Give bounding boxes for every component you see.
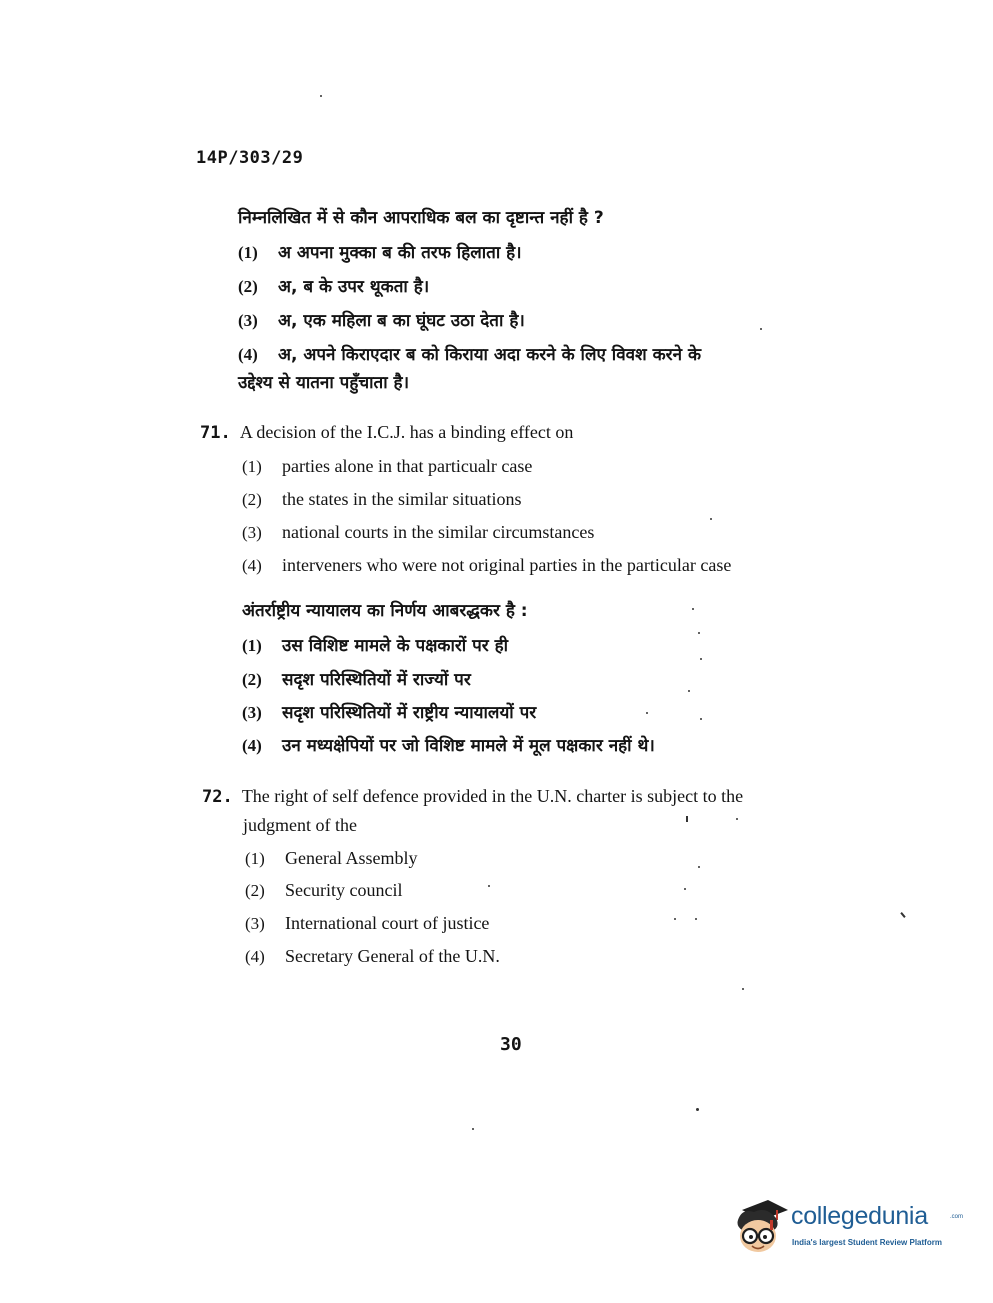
q72-number: 72. <box>202 787 233 807</box>
q70-hindi-option-4-continued: उद्देश्य से यातना पहुँचाता है। <box>238 373 410 393</box>
paper-code: 14P/303/29 <box>196 148 304 168</box>
scan-speck <box>684 888 686 890</box>
scan-speck <box>320 95 322 97</box>
scan-speck <box>488 885 490 887</box>
scan-speck <box>674 918 676 920</box>
logo-tagline: India's largest Student Review Platform <box>792 1238 942 1247</box>
scan-speck <box>646 712 648 714</box>
q72-option-2 <box>245 880 402 901</box>
option-number: (1) <box>238 243 258 262</box>
q71-hindi-option-1 <box>242 633 508 656</box>
q71-question: A decision of the I.C.J. has a binding effect on <box>239 422 574 442</box>
option-number: (2) <box>245 881 265 900</box>
q71-option-3 <box>242 522 594 543</box>
q71-hindi-option-2 <box>242 667 471 690</box>
q72-question: The right of self defence provided in the U.N. charter is subject to the <box>241 786 744 806</box>
q72-question-line-1 <box>202 786 743 807</box>
option-number: (1) <box>242 457 262 476</box>
scan-speck <box>742 988 744 990</box>
q71-hindi-option-3 <box>242 700 536 723</box>
option-number: (2) <box>238 277 258 296</box>
option-number: (2) <box>242 490 262 509</box>
scan-speck <box>760 328 762 330</box>
option-number: (1) <box>245 849 265 868</box>
option-text: सदृश परिस्थितियों में राज्यों पर <box>282 670 471 690</box>
option-text: parties alone in that particualr case <box>282 456 533 476</box>
scan-speck <box>692 608 694 610</box>
scan-speck <box>698 866 700 868</box>
q71-hindi-question: अंतर्राष्ट्रीय न्यायालय का निर्णय आबरद्धकर है : <box>242 601 528 621</box>
scan-speck <box>900 912 905 918</box>
scan-speck <box>736 818 738 820</box>
scan-speck <box>688 690 690 692</box>
option-number: (4) <box>238 345 258 364</box>
option-text: अ, एक महिला ब का घूंघट उठा देता है। <box>278 311 525 331</box>
q70-hindi-option-4 <box>238 342 701 365</box>
q70-hindi-option-2 <box>238 274 429 297</box>
scan-speck <box>700 718 702 720</box>
logo-brand-name: collegedunia <box>791 1202 928 1230</box>
option-number: (3) <box>242 523 262 542</box>
option-text: अ, ब के उपर थूकता है। <box>278 277 430 297</box>
option-text: interveners who were not original parties in the particular case <box>282 555 732 575</box>
scan-speck <box>696 1108 699 1111</box>
option-number: (3) <box>242 703 262 722</box>
collegedunia-logo <box>732 1192 972 1262</box>
scan-speck <box>698 632 700 634</box>
q71-hindi-option-4 <box>242 733 655 756</box>
option-number: (4) <box>245 947 265 966</box>
q71-option-1 <box>242 456 532 477</box>
q71-question-line <box>200 422 573 443</box>
option-number: (4) <box>242 736 262 755</box>
option-text: Secretary General of the U.N. <box>285 946 500 966</box>
option-text: Security council <box>285 880 403 900</box>
option-number: (4) <box>242 556 262 575</box>
option-text: national courts in the similar circumstances <box>282 522 595 542</box>
scan-speck <box>700 658 702 660</box>
q72-option-1 <box>245 848 417 869</box>
q71-number: 71. <box>200 423 231 443</box>
q71-option-2 <box>242 489 521 510</box>
option-text: International court of justice <box>285 913 490 933</box>
option-number: (3) <box>238 311 258 330</box>
mascot-icon <box>732 1196 788 1256</box>
option-text: the states in the similar situations <box>282 489 522 509</box>
q72-option-3 <box>245 913 489 934</box>
scan-speck <box>710 518 712 520</box>
q72-question-line-2: judgment of the <box>243 815 357 835</box>
q70-hindi-question: निम्नलिखित में से कौन आपराधिक बल का दृष्टान्त नहीं है ? <box>238 208 604 228</box>
option-text: उस विशिष्ट मामले के पक्षकारों पर ही <box>282 636 509 656</box>
option-number: (1) <box>242 636 262 655</box>
option-text: General Assembly <box>285 848 418 868</box>
option-number: (3) <box>245 914 265 933</box>
option-text: अ अपना मुक्का ब की तरफ हिलाता है। <box>278 243 522 263</box>
q70-hindi-option-1 <box>238 240 522 263</box>
scan-speck <box>695 918 697 920</box>
option-text: उन मध्यक्षेपियों पर जो विशिष्ट मामले में मूल पक्षकार नहीं थे। <box>282 736 655 756</box>
logo-tld: .com <box>950 1214 964 1220</box>
option-text: सदृश परिस्थितियों में राष्ट्रीय न्यायालयों पर <box>282 703 537 723</box>
scan-speck <box>472 1128 474 1130</box>
option-text: अ, अपने किराएदार ब को किराया अदा करने के लिए विवश करने के <box>278 345 702 365</box>
option-number: (2) <box>242 670 262 689</box>
q72-option-4 <box>245 946 500 967</box>
q70-hindi-option-3 <box>238 308 525 331</box>
q71-option-4 <box>242 555 731 576</box>
page-number: 30 <box>500 1034 522 1055</box>
scan-speck <box>686 816 688 822</box>
